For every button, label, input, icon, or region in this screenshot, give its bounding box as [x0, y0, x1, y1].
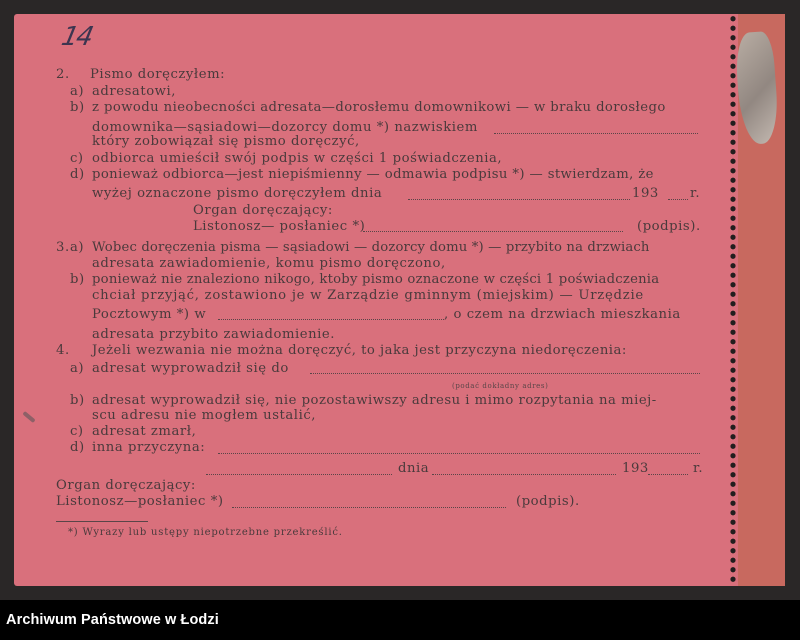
s3-b-line1: ponieważ nie znaleziono nikogo, ktoby pismo oznaczone w części 1 poświadczenia	[92, 272, 660, 287]
s4-signature-label: (podpis).	[516, 494, 580, 509]
s2-d-label: d)	[70, 167, 85, 182]
s4-date-field[interactable]	[432, 474, 616, 475]
s4-a-hint: (podać dokładny adres)	[452, 382, 549, 390]
s3-b-label: b)	[70, 272, 85, 287]
s3-b-line3b: , o czem na drzwiach mieszkania	[444, 307, 681, 322]
s4-signature-field[interactable]	[232, 507, 506, 508]
section-2-heading: Pismo doręczyłem:	[90, 67, 226, 82]
surname-field[interactable]	[494, 133, 698, 134]
s2-year-suffix: r.	[690, 186, 701, 201]
s4-year-suffix: r.	[693, 461, 704, 476]
delivery-date-field[interactable]	[408, 199, 630, 200]
section-2-number: 2.	[56, 67, 70, 82]
footnote-rule	[56, 521, 148, 522]
s4-b-line1: adresat wyprowadził się, nie pozostawiwszy adresu i mimo rozpytania na miej-	[92, 393, 657, 408]
s2-b-line3: który zobowiązał się pismo doręczyć,	[92, 134, 360, 149]
s2-d-line1: ponieważ odbiorca—jest niepiśmienny — odmawia podpisu *) — stwierdzam, że	[92, 167, 654, 182]
s3-a-label: a)	[70, 240, 85, 255]
handwritten-number: 14	[58, 22, 95, 52]
s4-date-word: dnia	[398, 461, 430, 476]
s4-year-field[interactable]	[648, 474, 688, 475]
s4-d-label: d)	[70, 440, 85, 455]
s4-a-label: a)	[70, 361, 85, 376]
delivery-year-field[interactable]	[668, 199, 688, 200]
archive-caption: Archiwum Państwowe w Łodzi	[6, 612, 219, 628]
footnote: *) Wyrazy lub ustępy niepotrzebne przekreślić.	[68, 527, 343, 538]
post-office-field[interactable]	[218, 319, 444, 320]
perforation-line	[729, 14, 737, 586]
s4-a-text: adresat wyprowadził się do	[92, 361, 289, 376]
section-4-heading: Jeżeli wezwania nie można doręczyć, to jaka jest przyczyna niedoręczenia:	[92, 343, 627, 358]
s2-c-label: c)	[70, 151, 84, 166]
s2-b-line1: z powodu nieobecności adresata—dorosłemu domownikowi — w braku dorosłego	[92, 100, 666, 115]
section-3-number: 3.	[56, 240, 70, 255]
s4-organ-label: Organ doręczający:	[56, 478, 196, 493]
s4-postman-label: Listonosz—posłaniec *)	[56, 494, 224, 509]
s2-b-label: b)	[70, 100, 85, 115]
s4-c-label: c)	[70, 424, 84, 439]
s3-b-line4: adresata przybito zawiadomienie.	[92, 327, 336, 342]
s4-c-text: adresat zmarł,	[92, 424, 197, 439]
s4-b-line2: scu adresu nie mogłem ustalić,	[92, 408, 317, 423]
new-address-field[interactable]	[310, 373, 700, 374]
s2-signature-label: (podpis).	[637, 219, 701, 234]
s2-a-text: adresatowi,	[92, 84, 177, 99]
other-reason-field[interactable]	[218, 453, 700, 454]
s3-b-line2: chciał przyjąć, zostawiono je w Zarządzie gminnym (miejskim) — Urzędzie	[92, 288, 644, 303]
s2-d-line2: wyżej oznaczone pismo doręczyłem dnia	[92, 186, 383, 201]
s2-signature-field[interactable]	[363, 231, 623, 232]
s2-organ-label: Organ doręczający:	[193, 203, 333, 218]
s2-year: 193	[632, 186, 659, 201]
place-field[interactable]	[206, 474, 392, 475]
s4-b-label: b)	[70, 393, 85, 408]
s2-postman-label: Listonosz— posłaniec *)	[193, 219, 366, 234]
s2-b-line2: domownika—sąsiadowi—dozorcy domu *) nazwiskiem	[92, 120, 478, 135]
s4-d-text: inna przyczyna:	[92, 440, 206, 455]
s3-a-line1: Wobec doręczenia pisma — sąsiadowi — dozorcy domu *) — przybito na drzwiach	[92, 240, 650, 255]
section-4-number: 4.	[56, 343, 70, 358]
s3-a-line2: adresata zawiadomienie, komu pismo doręczono,	[92, 256, 446, 271]
s2-a-label: a)	[70, 84, 85, 99]
s2-c-text: odbiorca umieścił swój podpis w części 1 poświadczenia,	[92, 151, 503, 166]
s4-year: 193	[622, 461, 649, 476]
s3-b-line3a: Pocztowym *) w	[92, 307, 207, 322]
